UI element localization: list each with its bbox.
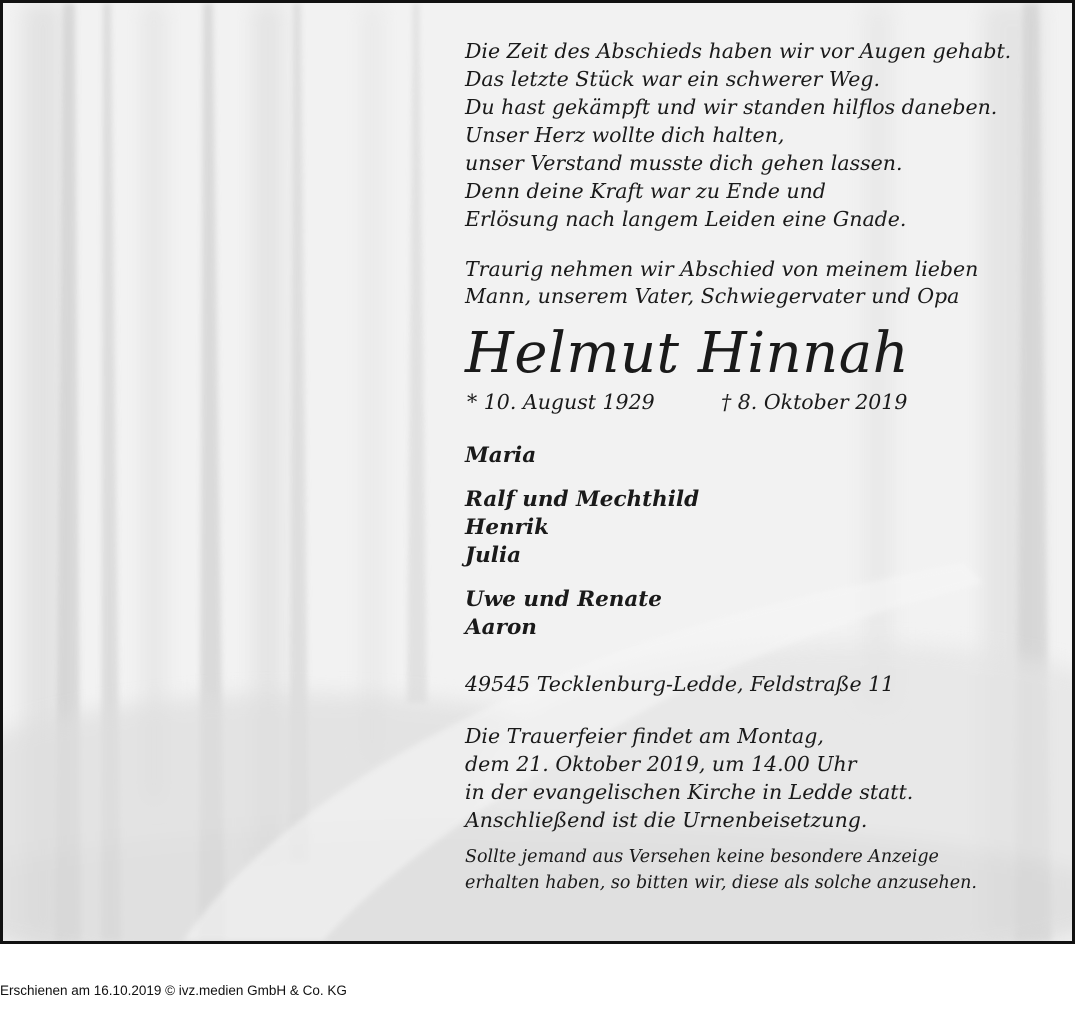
poem-line: Die Zeit des Abschieds haben wir vor Augen gehabt. (465, 39, 1012, 63)
family-group (465, 442, 1065, 470)
death-date: † 8. Oktober 2019 (721, 390, 908, 414)
poem (465, 37, 1065, 233)
poem-line: Du hast gekämpft und wir standen hilflos daneben. (465, 95, 998, 119)
note-line: Sollte jemand aus Versehen keine besondere Anzeige (465, 847, 939, 867)
family-member: Ralf und Mechthild (465, 487, 700, 512)
poem-line: Denn deine Kraft war zu Ende und (465, 179, 826, 203)
note-line: erhalten haben, so bitten wir, diese als solche anzusehen. (465, 873, 977, 893)
life-dates (465, 390, 1065, 416)
family-member: Maria (465, 443, 537, 468)
intro-text (465, 256, 1065, 310)
poem-line: Unser Herz wollte dich halten, (465, 123, 785, 147)
family-group (465, 486, 1065, 570)
family-member: Aaron (465, 615, 537, 640)
address: 49545 Tecklenburg-Ledde, Feldstraße 11 (465, 672, 895, 696)
family-member: Uwe und Renate (465, 587, 662, 612)
funeral-line: Die Trauerfeier findet am Montag, (465, 724, 824, 748)
intro-line: Traurig nehmen wir Abschied von meinem lieben (465, 257, 979, 281)
family-group (465, 586, 1065, 642)
poem-line: Erlösung nach langem Leiden eine Gnade. (465, 207, 907, 231)
family-member: Henrik (465, 515, 550, 540)
deceased-name: Helmut Hinnah (465, 321, 910, 386)
publication-footer: Erschienen am 16.10.2019 © ivz.medien GmbH & Co. KG (0, 983, 347, 998)
funeral-info (465, 722, 1065, 834)
family-member: Julia (465, 543, 522, 568)
funeral-line: in der evangelischen Kirche in Ledde statt. (465, 780, 914, 804)
poem-line: Das letzte Stück war ein schwerer Weg. (465, 67, 881, 91)
family-members (465, 442, 1065, 642)
funeral-line: dem 21. Oktober 2019, um 14.00 Uhr (465, 752, 857, 776)
closing-note (465, 844, 1065, 896)
poem-line: unser Verstand musste dich gehen lassen. (465, 151, 903, 175)
intro-line: Mann, unserem Vater, Schwiegervater und Opa (465, 284, 960, 308)
birth-date: * 10. August 1929 (467, 390, 655, 414)
notice-content (465, 37, 1065, 896)
funeral-line: Anschließend ist die Urnenbeisetzung. (465, 808, 868, 832)
